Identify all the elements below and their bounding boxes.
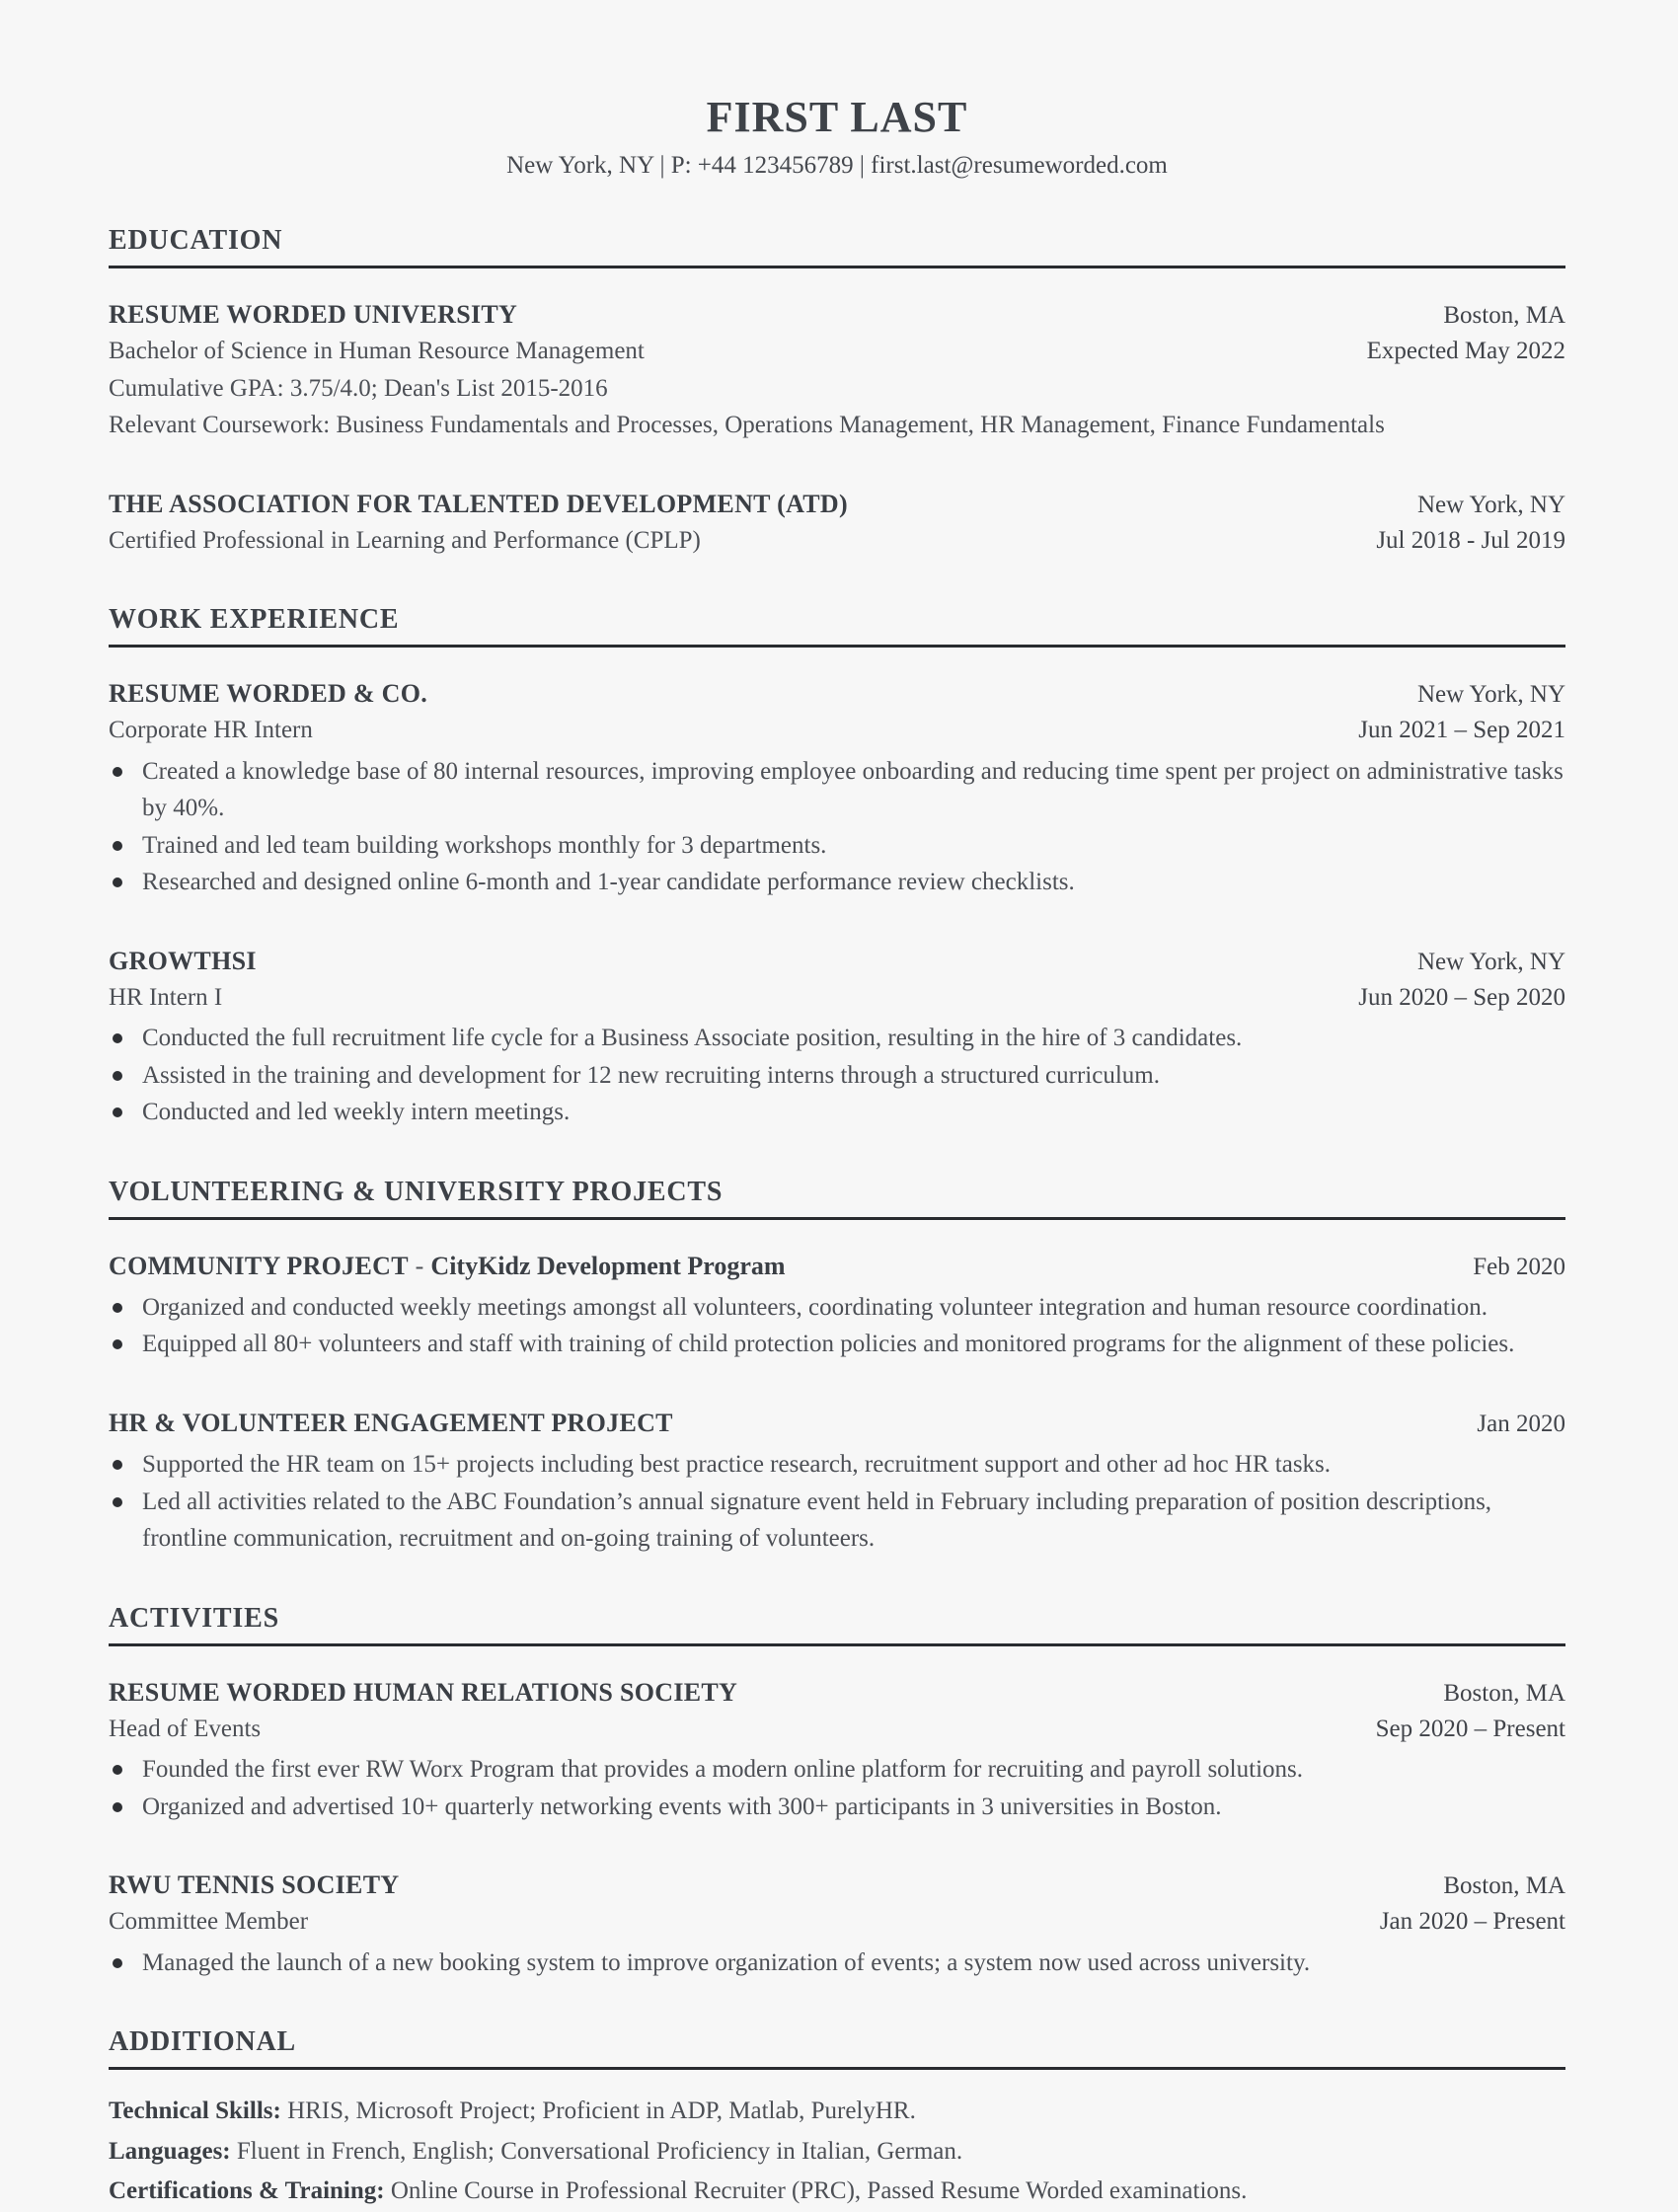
bullet-text: Trained and led team building workshops monthly for 3 departments. bbox=[142, 831, 827, 859]
bullet-list bbox=[109, 753, 1565, 901]
bullet-text: Managed the launch of a new booking system to improve organization of events; a system now used across university. bbox=[142, 1948, 1311, 1976]
org-name: RESUME WORDED UNIVERSITY bbox=[109, 300, 518, 330]
bullet-text: Organized and conducted weekly meetings amongst all volunteers, coordinating volunteer integration and human resource coordination. bbox=[142, 1293, 1488, 1321]
project-title: HR & VOLUNTEER ENGAGEMENT PROJECT bbox=[109, 1408, 673, 1437]
project-title-main: COMMUNITY PROJECT bbox=[109, 1251, 409, 1280]
degree-title: Bachelor of Science in Human Resource Management bbox=[109, 338, 645, 365]
bullet-list bbox=[109, 1446, 1565, 1558]
job-title: Corporate HR Intern bbox=[109, 717, 313, 744]
bullet-list bbox=[109, 1020, 1565, 1131]
bullet-item bbox=[109, 1057, 1565, 1095]
bullet-item bbox=[109, 1789, 1565, 1826]
gpa-line: Cumulative GPA: 3.75/4.0; Dean's List 2015-2016 bbox=[109, 374, 608, 402]
entry-header-row bbox=[109, 1405, 1565, 1442]
bullet-text: Conducted and led weekly intern meetings. bbox=[142, 1099, 571, 1126]
bullet-text: Researched and designed online 6-month and 1-year candidate performance review checklists. bbox=[142, 869, 1075, 896]
bullet-icon bbox=[113, 877, 122, 887]
coursework-line: Relevant Coursework: Business Fundamentals and Processes, Operations Management, HR Management, Finance Fundamentals bbox=[109, 412, 1385, 439]
bullet-icon bbox=[113, 1303, 122, 1313]
project-entry bbox=[109, 1248, 1565, 1363]
entry-dates: Jul 2018 - Jul 2019 bbox=[1376, 526, 1565, 554]
bullet-icon bbox=[113, 1339, 122, 1349]
additional-item bbox=[109, 2172, 1565, 2212]
section-education bbox=[109, 225, 1565, 559]
entry-role-row bbox=[109, 1904, 1565, 1940]
entry-role-row bbox=[109, 334, 1565, 369]
section-title-work-experience: WORK EXPERIENCE bbox=[109, 604, 1565, 648]
work-entry bbox=[109, 943, 1565, 1131]
bullet-item bbox=[109, 1484, 1565, 1558]
additional-label: Technical Skills: bbox=[109, 2098, 281, 2125]
bullet-item bbox=[109, 1446, 1565, 1484]
bullet-text: Created a knowledge base of 80 internal resources, improving employee onboarding and reducing time spent per project on administrative tasks by 40%. bbox=[142, 757, 1564, 822]
section-title-volunteering: VOLUNTEERING & UNIVERSITY PROJECTS bbox=[109, 1177, 1565, 1220]
entry-dates: Jan 2020 bbox=[1477, 1410, 1565, 1437]
certification-title: Certified Professional in Learning and Performance (CPLP) bbox=[109, 526, 701, 554]
project-entry bbox=[109, 1405, 1565, 1558]
company-name: RESUME WORDED & CO. bbox=[109, 679, 428, 709]
entry-header-row bbox=[109, 943, 1565, 980]
activity-entry bbox=[109, 1674, 1565, 1826]
entry-dates: Sep 2020 – Present bbox=[1375, 1715, 1565, 1742]
bullet-item bbox=[109, 753, 1565, 827]
additional-item bbox=[109, 2092, 1565, 2132]
bullet-list bbox=[109, 1945, 1565, 1982]
bullet-icon bbox=[113, 1958, 122, 1968]
entry-header-row bbox=[109, 1674, 1565, 1712]
company-name: GROWTHSI bbox=[109, 946, 257, 975]
bullet-item bbox=[109, 1020, 1565, 1057]
additional-text: Fluent in French, English; Conversational Proficiency in Italian, German. bbox=[230, 2137, 963, 2165]
entry-dates: Jun 2020 – Sep 2020 bbox=[1358, 983, 1565, 1011]
education-entry bbox=[109, 486, 1565, 560]
org-name: THE ASSOCIATION FOR TALENTED DEVELOPMENT (ATD) bbox=[109, 489, 848, 518]
bullet-icon bbox=[113, 1460, 122, 1470]
contact-info: New York, NY | P: +44 123456789 | first.last@resumeworded.com bbox=[506, 152, 1168, 180]
candidate-name: FIRST LAST bbox=[706, 93, 968, 141]
bullet-list bbox=[109, 1289, 1565, 1363]
entry-header-row bbox=[109, 1867, 1565, 1904]
additional-lines bbox=[109, 2092, 1565, 2212]
additional-label: Languages: bbox=[109, 2137, 231, 2165]
work-entry bbox=[109, 675, 1565, 901]
additional-text: HRIS, Microsoft Project; Proficient in ADP, Matlab, PurelyHR. bbox=[280, 2098, 916, 2125]
org-location: New York, NY bbox=[1416, 491, 1565, 518]
bullet-text: Led all activities related to the ABC Foundation’s annual signature event held in February including preparation of position descriptions, frontline communication, recruitment and on-going training of volunteers. bbox=[142, 1487, 1492, 1553]
company-location: New York, NY bbox=[1416, 948, 1565, 975]
bullet-item bbox=[109, 864, 1565, 901]
bullet-text: Conducted the full recruitment life cycle for a Business Associate position, resulting in the hire of 3 candidates. bbox=[142, 1025, 1243, 1052]
entry-dates: Feb 2020 bbox=[1473, 1253, 1565, 1280]
bullet-text: Equipped all 80+ volunteers and staff with training of child protection policies and monitored programs for the alignment of these policies. bbox=[142, 1331, 1515, 1358]
company-location: New York, NY bbox=[1416, 681, 1565, 709]
bullet-text: Organized and advertised 10+ quarterly networking events with 300+ participants in 3 universities in Boston. bbox=[142, 1792, 1222, 1820]
additional-item bbox=[109, 2132, 1565, 2173]
bullet-item bbox=[109, 1326, 1565, 1363]
bullet-icon bbox=[113, 1765, 122, 1775]
job-title: HR Intern I bbox=[109, 983, 223, 1011]
project-title-separator: - bbox=[408, 1251, 431, 1280]
section-title-education: EDUCATION bbox=[109, 225, 1565, 268]
entry-role-row bbox=[109, 1712, 1565, 1747]
entry-header-row bbox=[109, 296, 1565, 334]
society-location: Boston, MA bbox=[1443, 1679, 1565, 1707]
entry-header-row bbox=[109, 675, 1565, 713]
bullet-item bbox=[109, 1094, 1565, 1131]
education-entry bbox=[109, 296, 1565, 444]
project-title-sub: CityKidz Development Program bbox=[430, 1251, 786, 1280]
section-activities bbox=[109, 1603, 1565, 1982]
bullet-item bbox=[109, 827, 1565, 865]
entry-role-row bbox=[109, 980, 1565, 1016]
entry-dates: Jan 2020 – Present bbox=[1379, 1908, 1565, 1936]
society-location: Boston, MA bbox=[1443, 1872, 1565, 1900]
section-title-additional: ADDITIONAL bbox=[109, 2026, 1565, 2070]
additional-text: Online Course in Professional Recruiter (PRC), Passed Resume Worded examinations. bbox=[384, 2177, 1248, 2205]
bullet-icon bbox=[113, 841, 122, 851]
activity-role: Head of Events bbox=[109, 1715, 262, 1742]
entry-header-row bbox=[109, 486, 1565, 523]
bullet-list bbox=[109, 1751, 1565, 1825]
society-name: RWU TENNIS SOCIETY bbox=[109, 1870, 400, 1900]
entry-header-row bbox=[109, 1248, 1565, 1285]
activity-role: Committee Member bbox=[109, 1908, 309, 1936]
entry-dates: Jun 2021 – Sep 2021 bbox=[1358, 717, 1565, 744]
entry-dates: Expected May 2022 bbox=[1366, 338, 1565, 365]
bullet-icon bbox=[113, 767, 122, 777]
section-volunteering bbox=[109, 1177, 1565, 1558]
org-location: Boston, MA bbox=[1443, 302, 1565, 330]
section-work-experience bbox=[109, 604, 1565, 1131]
bullet-icon bbox=[113, 1107, 122, 1117]
additional-label: Certifications & Training: bbox=[109, 2177, 385, 2205]
section-additional bbox=[109, 2026, 1565, 2212]
bullet-item bbox=[109, 1289, 1565, 1327]
bullet-item bbox=[109, 1751, 1565, 1789]
bullet-icon bbox=[113, 1033, 122, 1043]
bullet-text: Founded the first ever RW Worx Program that provides a modern online platform for recruiting and payroll solutions. bbox=[142, 1756, 1303, 1784]
society-name: RESUME WORDED HUMAN RELATIONS SOCIETY bbox=[109, 1677, 738, 1707]
bullet-item bbox=[109, 1945, 1565, 1982]
activity-entry bbox=[109, 1867, 1565, 1981]
bullet-text: Supported the HR team on 15+ projects including best practice research, recruitment support and other ad hoc HR tasks. bbox=[142, 1451, 1332, 1479]
bullet-icon bbox=[113, 1802, 122, 1812]
project-title bbox=[109, 1248, 786, 1285]
entry-role-row bbox=[109, 713, 1565, 748]
section-title-activities: ACTIVITIES bbox=[109, 1603, 1565, 1646]
bullet-text: Assisted in the training and development for 12 new recruiting interns through a structured curriculum. bbox=[142, 1061, 1160, 1089]
entry-role-row bbox=[109, 523, 1565, 559]
bullet-icon bbox=[113, 1497, 122, 1507]
bullet-icon bbox=[113, 1071, 122, 1081]
